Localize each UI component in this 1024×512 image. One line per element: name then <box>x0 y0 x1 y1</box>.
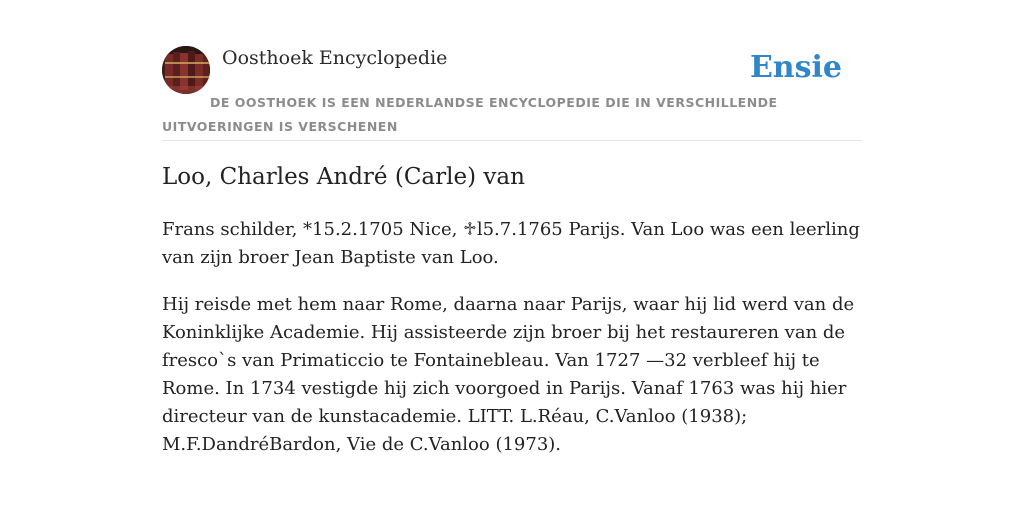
entry-paragraph-1: Frans schilder, *15.2.1705 Nice, ♱l5.7.1765 Parijs. Van Loo was een leerling van zijn broer Jean Baptiste van Loo. <box>162 219 860 268</box>
book-spines-avatar-icon[interactable] <box>162 46 210 94</box>
site-title[interactable]: Oosthoek Encyclopedie <box>222 47 448 69</box>
ensie-logo-link[interactable]: Ensie <box>749 50 842 85</box>
entry-paragraph-2: Hij reisde met hem naar Rome, daarna naar Parijs, waar hij lid werd van de Koninklijke Academie. Hij assisteerde zijn broer bij het restaureren van de fresco`s van Primaticcio te Fontainebleau. Van 1727 —32 verbleef hij te Rome. In 1734 vestigde hij zich voorgoed in Parijs. Vanaf 1763 was hij hier directeur van de kunstacademie. LITT. L.Réau, C.Vanloo (1938); M.F.DandréBardon, Vie de C.Vanloo (1973). <box>162 294 855 455</box>
site-tagline: DE OOSTHOEK IS EEN NEDERLANDSE ENCYCLOPEDIE DIE IN VERSCHILLENDE UITVOERINGEN IS VERSCHENEN <box>162 95 778 134</box>
site-header <box>162 46 862 141</box>
entry-title: Loo, Charles André (Carle) van <box>162 164 525 190</box>
